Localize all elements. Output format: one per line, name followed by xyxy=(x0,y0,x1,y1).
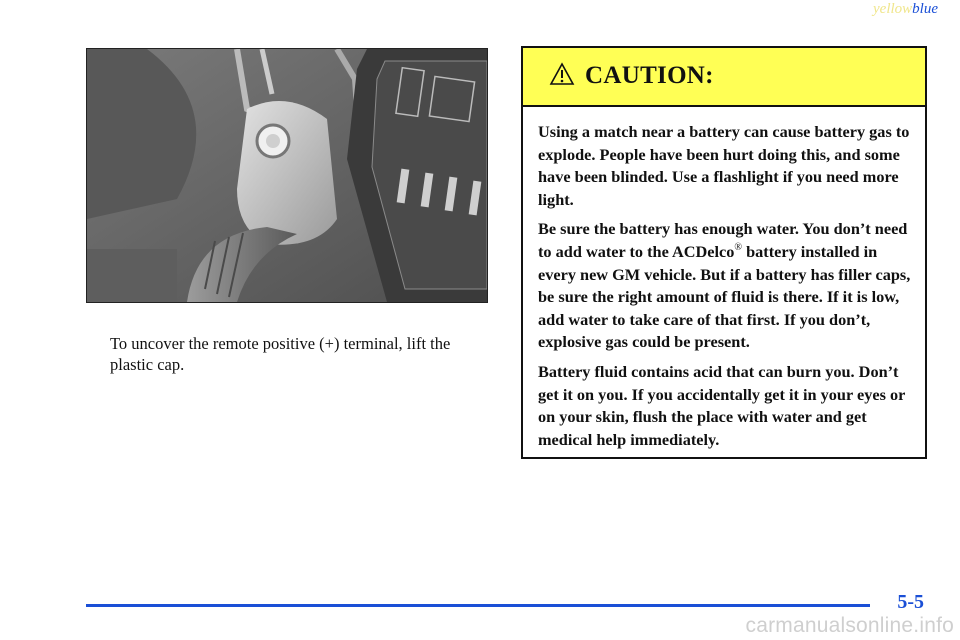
caution-box xyxy=(521,46,927,459)
battery-terminal-photo xyxy=(86,48,488,303)
body-paragraph: To uncover the remote positive (+) terminal, lift the plastic cap. xyxy=(110,334,451,374)
photo-illustration xyxy=(87,49,487,302)
watermark: carmanualsonline.info xyxy=(745,614,954,637)
caution-paragraph-3: Battery fluid contains acid that can burn you. Don’t get it on you. If you accidentally get it in your eyes or on your skin, flush the place with water and get medical help immediately. xyxy=(538,361,906,449)
header-mark xyxy=(873,0,938,18)
header-mark-blue: blue xyxy=(912,1,938,17)
caution-body xyxy=(523,107,925,451)
caution-paragraph-1: Using a match near a battery can cause battery gas to explode. People have been hurt doing this, and some have been blinded. Use a flashlight if you need more light. xyxy=(538,122,910,209)
footer-rule xyxy=(86,604,870,607)
page-number: 5-5 xyxy=(897,591,924,613)
registered-mark: ® xyxy=(734,241,743,253)
caution-header xyxy=(523,48,925,107)
header-mark-yellow: yellow xyxy=(873,1,913,17)
caution-title: CAUTION: xyxy=(585,62,714,89)
warning-triangle-icon xyxy=(549,62,575,91)
caution-paragraph-2-start: Be sure the battery has enough water. You don’t need to add water to the ACDelco xyxy=(538,219,908,261)
caution-paragraph-2-end: battery installed in every new GM vehicle. But if a battery has filler caps, be sure the right amount of fluid is there. If it is low, add water to take care of that first. If you don’t, explosive gas could be present. xyxy=(538,241,911,352)
caution-paragraph-2 xyxy=(538,218,911,354)
